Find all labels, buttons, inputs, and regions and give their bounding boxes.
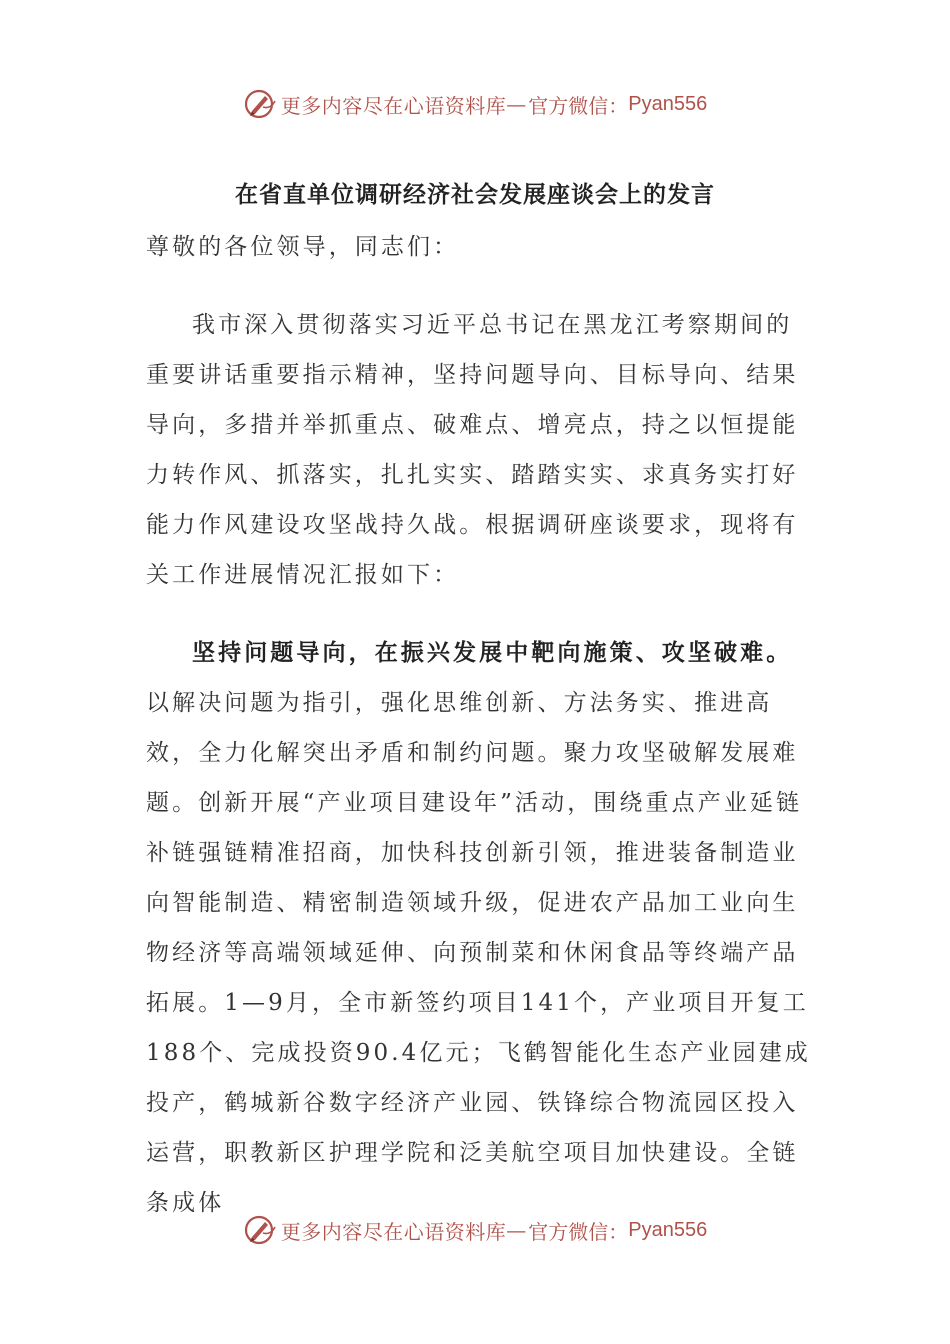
paragraph-intro: 我市深入贯彻落实习近平总书记在黑龙江考察期间的重要讲话重要指示精神，坚持问题导向、目标导向、结果导向，多措并举抓重点、破难点、增亮点，持之以恒提能力转作风、抓落实，扎扎实实、踏踏实实、求真务实打好能力作风建设攻坚战持久战。根据调研座谈要求，现将有关工作进展情况汇报如下： (146, 312, 799, 588)
watermark-brand: 更多内容尽在心语资料库 (280, 93, 507, 118)
salutation: 尊敬的各位领导，同志们： (146, 234, 460, 260)
pen-logo-icon (243, 1213, 277, 1247)
watermark-label: 官方微信： (528, 93, 629, 118)
footer-watermark (0, 1212, 950, 1248)
document-body (146, 222, 818, 1228)
watermark-dash: — (506, 92, 527, 116)
watermark-dash: — (506, 1218, 527, 1242)
paragraph-body-text: 以解决问题为指引，强化思维创新、方法务实、推进高效，全力化解突出矛盾和制约问题。聚力攻坚破解发展难题。创新开展“产业项目建设年”活动，围绕重点产业延链补链强链精准招商，加快科技创新引领，推进装备制造业向智能制造、精密制造领域升级，促进农产品加工业向生物经济等高端领域延伸、向预制菜和休闲食品等终端产品拓展。1—9月，全市新签约项目141个，产业项目开复工188个、完成投资90.4亿元；飞鹤智能化生态产业园建成投产，鹤城新谷数字经济产业园、铁锋综合物流园区投入运营，职教新区护理学院和泛美航空项目加快建设。全链条成体 (146, 690, 811, 1216)
header-watermark (0, 86, 950, 122)
paragraph-problem-oriented (146, 628, 818, 1228)
paragraph-lead-sentence: 坚持问题导向，在振兴发展中靶向施策、攻坚破难。 (192, 639, 793, 666)
watermark-wechat-id: Pyan556 (628, 1218, 708, 1241)
pen-logo-icon (243, 87, 277, 121)
watermark-label: 官方微信： (528, 1219, 629, 1244)
watermark-brand: 更多内容尽在心语资料库 (280, 1219, 507, 1244)
document-title: 在省直单位调研经济社会发展座谈会上的发言 (235, 181, 715, 208)
watermark-wechat-id: Pyan556 (628, 92, 708, 115)
